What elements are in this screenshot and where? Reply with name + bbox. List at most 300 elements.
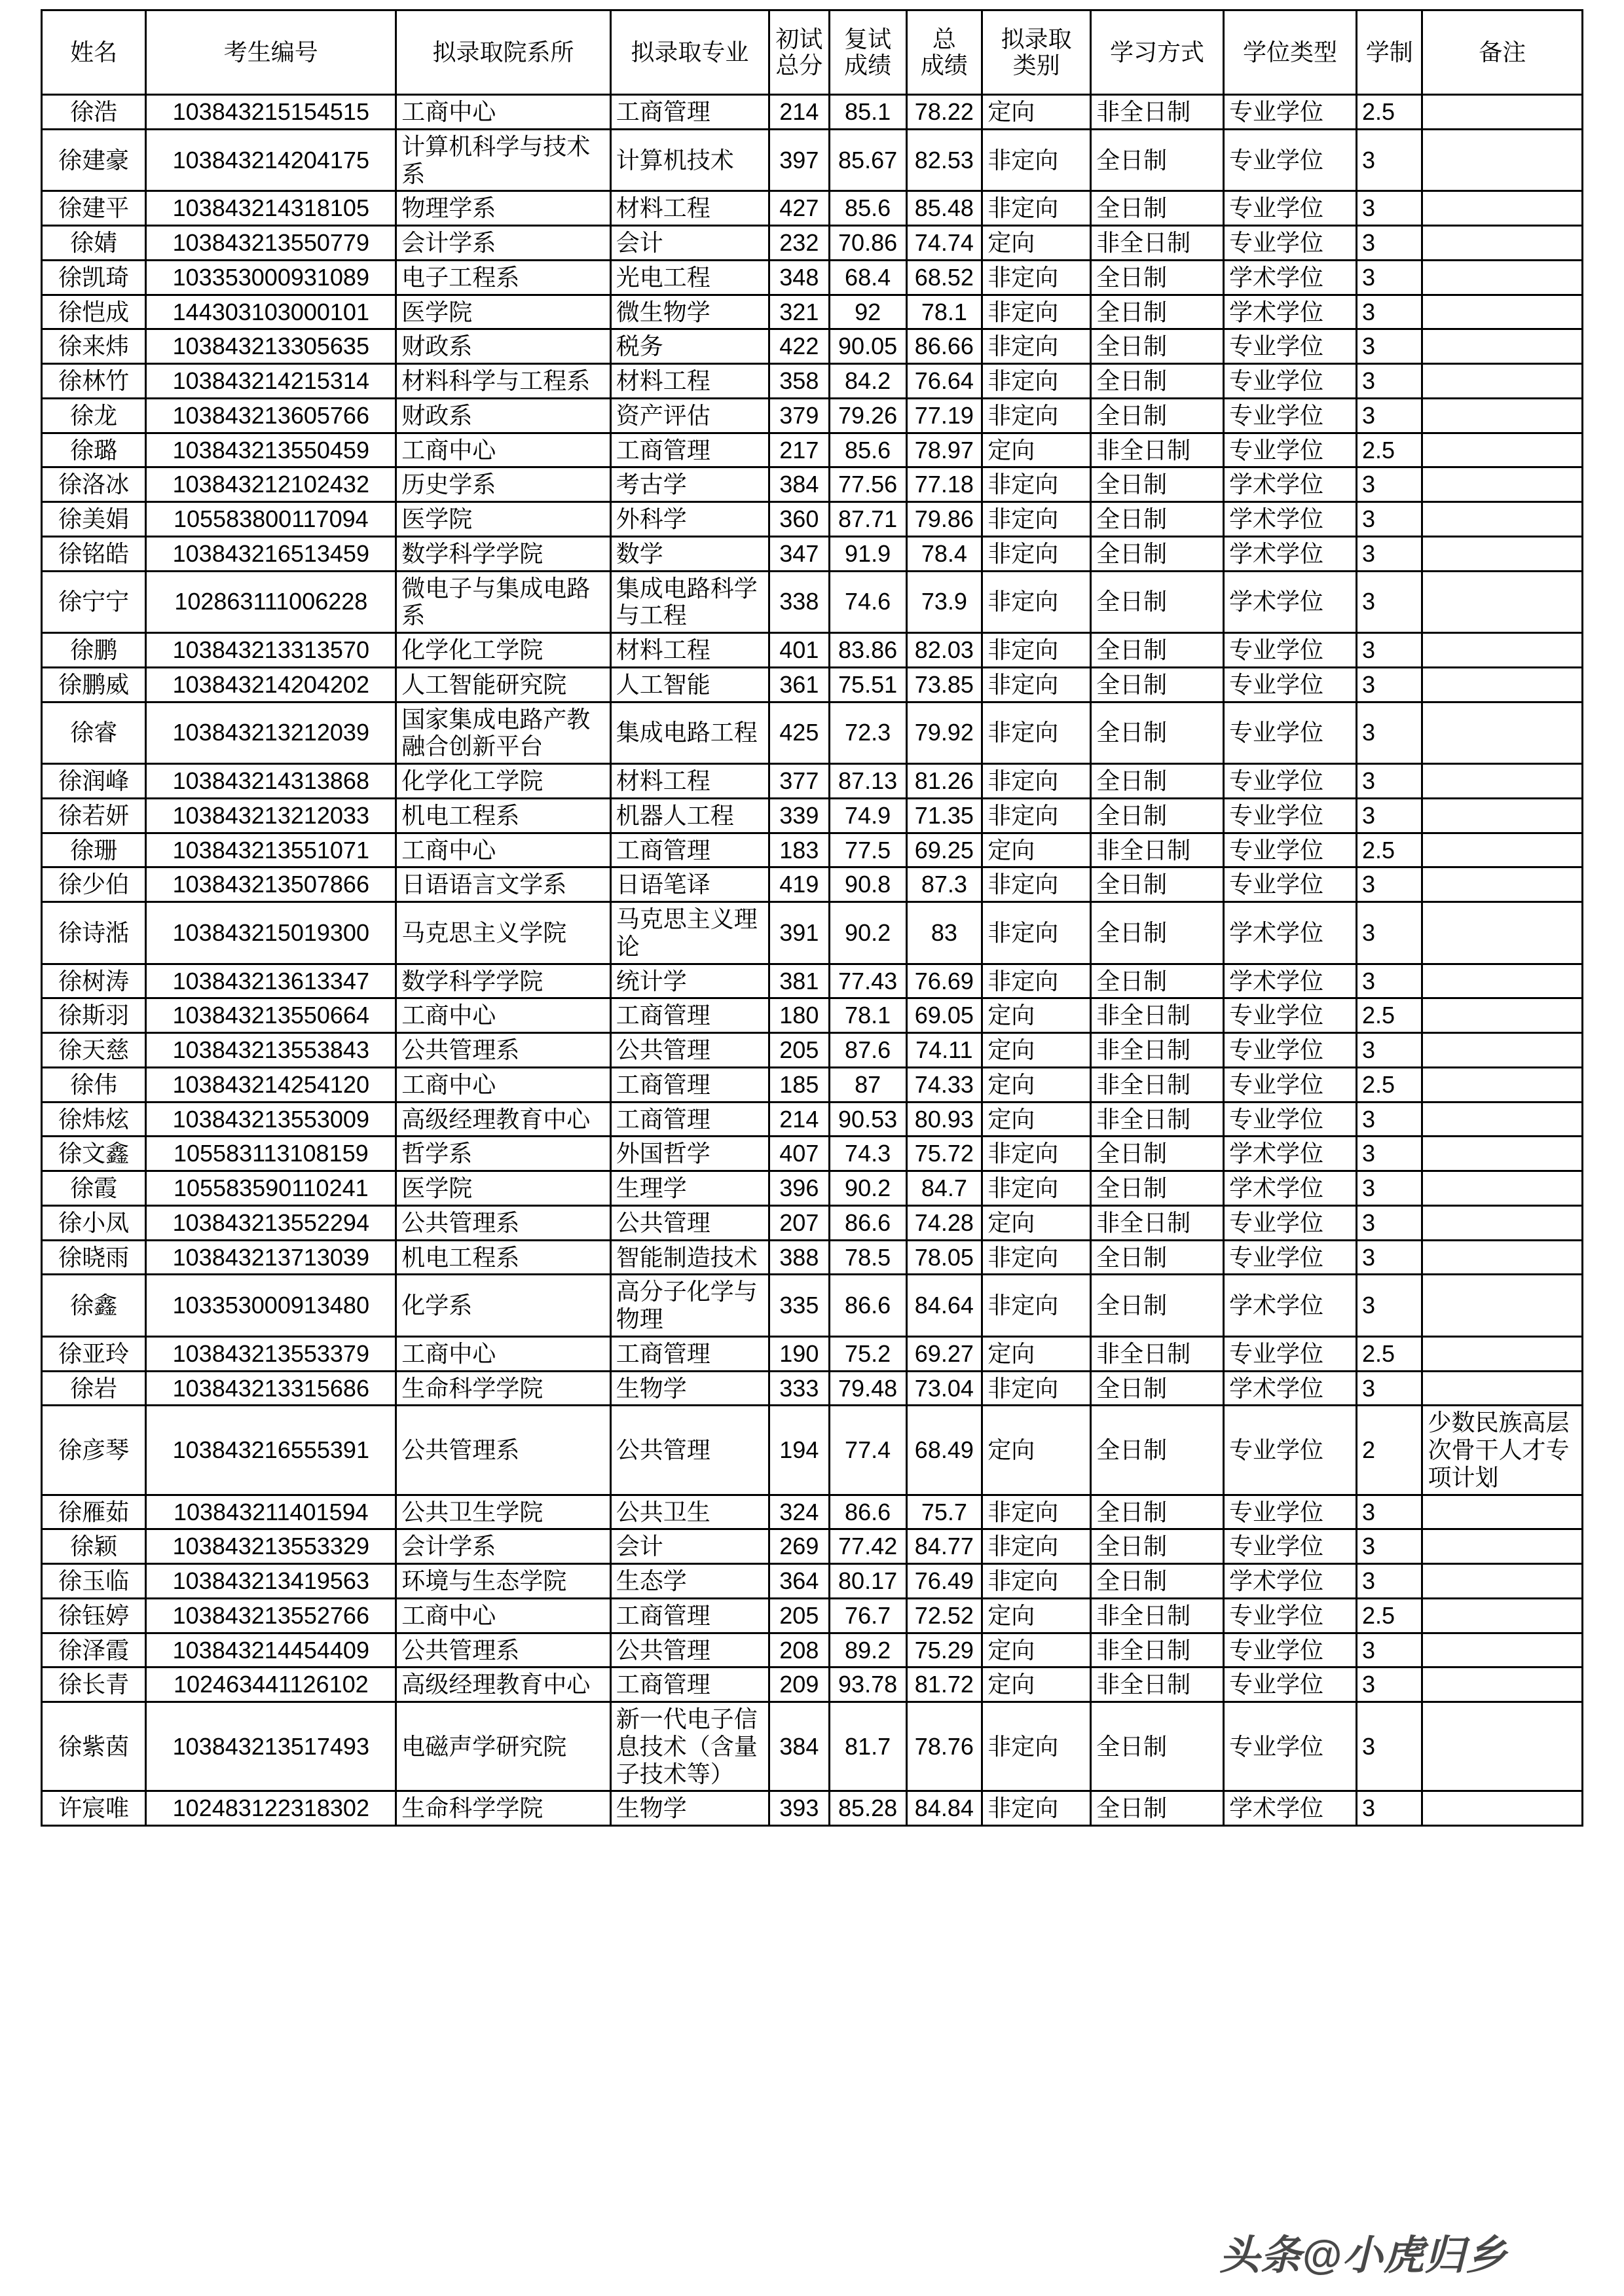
cell-department: 材料科学与工程系 (396, 364, 610, 399)
cell-name: 徐小凤 (42, 1205, 146, 1240)
cell-preliminary-score: 333 (769, 1371, 829, 1406)
cell-major: 材料工程 (610, 364, 769, 399)
cell-candidate-id: 105583113108159 (146, 1137, 396, 1171)
cell-study-mode: 非全日制 (1091, 1667, 1224, 1702)
cell-candidate-id: 103843213315686 (146, 1371, 396, 1406)
column-header-admission-category (982, 10, 1091, 95)
cell-major: 人工智能 (610, 667, 769, 702)
cell-total-score: 87.3 (906, 867, 982, 902)
cell-department: 人工智能研究院 (396, 667, 610, 702)
cell-department: 物理学系 (396, 191, 610, 226)
cell-preliminary-score: 397 (769, 129, 829, 191)
cell-total-score: 79.86 (906, 502, 982, 537)
cell-department: 日语语言文学系 (396, 867, 610, 902)
cell-total-score: 78.76 (906, 1702, 982, 1791)
cell-name: 徐鹏 (42, 633, 146, 668)
table-row (42, 633, 1583, 668)
cell-major: 公共管理 (610, 1205, 769, 1240)
cell-department: 微电子与集成电路系 (396, 571, 610, 633)
table-row (42, 867, 1583, 902)
cell-total-score: 77.18 (906, 467, 982, 502)
table-row (42, 226, 1583, 261)
cell-retest-score: 87.6 (829, 1033, 906, 1068)
cell-preliminary-score: 401 (769, 633, 829, 668)
cell-duration: 3 (1357, 1171, 1422, 1206)
cell-study-mode: 全日制 (1091, 364, 1224, 399)
cell-admission-category: 非定向 (982, 329, 1091, 364)
cell-duration: 3 (1357, 702, 1422, 764)
cell-retest-score: 90.2 (829, 902, 906, 964)
cell-study-mode: 全日制 (1091, 260, 1224, 295)
cell-total-score: 72.52 (906, 1598, 982, 1633)
cell-total-score: 69.05 (906, 998, 982, 1033)
cell-candidate-id: 103843213507866 (146, 867, 396, 902)
cell-remark (1422, 536, 1583, 571)
cell-degree-type: 专业学位 (1224, 1633, 1357, 1667)
cell-department: 公共管理系 (396, 1205, 610, 1240)
table-row (42, 1033, 1583, 1068)
cell-department: 电子工程系 (396, 260, 610, 295)
cell-remark (1422, 1371, 1583, 1406)
cell-major: 会计 (610, 226, 769, 261)
cell-preliminary-score: 364 (769, 1564, 829, 1599)
cell-major: 智能制造技术 (610, 1240, 769, 1275)
cell-total-score: 76.49 (906, 1564, 982, 1599)
cell-candidate-id: 103843216555391 (146, 1406, 396, 1495)
cell-major: 工商管理 (610, 1336, 769, 1371)
cell-remark (1422, 998, 1583, 1033)
cell-name: 徐润峰 (42, 764, 146, 799)
admission-category-line1: 拟录取 (1001, 26, 1072, 53)
cell-admission-category: 定向 (982, 433, 1091, 467)
cell-total-score: 75.29 (906, 1633, 982, 1667)
cell-department: 医学院 (396, 1171, 610, 1206)
cell-name: 徐钰婷 (42, 1598, 146, 1633)
cell-remark (1422, 1240, 1583, 1275)
cell-remark: 少数民族高层次骨干人才专项计划 (1422, 1406, 1583, 1495)
cell-total-score: 75.7 (906, 1495, 982, 1529)
cell-remark (1422, 1171, 1583, 1206)
cell-name: 徐鑫 (42, 1275, 146, 1337)
cell-study-mode: 全日制 (1091, 798, 1224, 833)
cell-study-mode: 全日制 (1091, 633, 1224, 668)
cell-admission-category: 定向 (982, 1067, 1091, 1102)
cell-remark (1422, 1033, 1583, 1068)
cell-candidate-id: 102463441126102 (146, 1667, 396, 1702)
table-row (42, 1406, 1583, 1495)
cell-major: 生理学 (610, 1171, 769, 1206)
cell-remark (1422, 902, 1583, 964)
cell-major: 公共管理 (610, 1633, 769, 1667)
cell-duration: 3 (1357, 964, 1422, 998)
cell-admission-category: 非定向 (982, 536, 1091, 571)
column-header-duration: 学制 (1357, 10, 1422, 95)
cell-candidate-id: 103843213419563 (146, 1564, 396, 1599)
cell-total-score: 82.53 (906, 129, 982, 191)
cell-retest-score: 68.4 (829, 260, 906, 295)
cell-department: 工商中心 (396, 433, 610, 467)
cell-remark (1422, 260, 1583, 295)
cell-retest-score: 85.1 (829, 95, 906, 130)
cell-department: 化学系 (396, 1275, 610, 1337)
cell-duration: 3 (1357, 1371, 1422, 1406)
table-row (42, 798, 1583, 833)
cell-preliminary-score: 338 (769, 571, 829, 633)
cell-name: 徐炜炫 (42, 1102, 146, 1137)
cell-study-mode: 非全日制 (1091, 95, 1224, 130)
cell-degree-type: 专业学位 (1224, 1702, 1357, 1791)
cell-name: 徐龙 (42, 398, 146, 433)
cell-duration: 3 (1357, 1529, 1422, 1564)
cell-study-mode: 非全日制 (1091, 1633, 1224, 1667)
cell-duration: 3 (1357, 1137, 1422, 1171)
cell-department: 马克思主义学院 (396, 902, 610, 964)
cell-candidate-id: 144303103000101 (146, 295, 396, 329)
cell-name: 徐建豪 (42, 129, 146, 191)
cell-preliminary-score: 347 (769, 536, 829, 571)
cell-major: 工商管理 (610, 833, 769, 867)
cell-department: 化学化工学院 (396, 633, 610, 668)
cell-retest-score: 79.26 (829, 398, 906, 433)
cell-major: 光电工程 (610, 260, 769, 295)
cell-remark (1422, 667, 1583, 702)
cell-total-score: 85.48 (906, 191, 982, 226)
cell-major: 资产评估 (610, 398, 769, 433)
cell-retest-score: 74.3 (829, 1137, 906, 1171)
cell-name: 徐铭皓 (42, 536, 146, 571)
cell-department: 高级经理教育中心 (396, 1667, 610, 1702)
cell-preliminary-score: 207 (769, 1205, 829, 1240)
cell-major: 马克思主义理论 (610, 902, 769, 964)
preliminary-score-line2: 总分 (775, 52, 823, 79)
cell-study-mode: 全日制 (1091, 764, 1224, 799)
cell-duration: 3 (1357, 902, 1422, 964)
cell-department: 会计学系 (396, 1529, 610, 1564)
table-row (42, 433, 1583, 467)
cell-candidate-id: 103843213550459 (146, 433, 396, 467)
table-row (42, 1791, 1583, 1826)
cell-retest-score: 86.6 (829, 1275, 906, 1337)
total-score-line1: 总 (932, 26, 956, 53)
cell-candidate-id: 103843213552766 (146, 1598, 396, 1633)
cell-duration: 3 (1357, 364, 1422, 399)
cell-admission-category: 非定向 (982, 902, 1091, 964)
cell-total-score: 80.93 (906, 1102, 982, 1137)
cell-total-score: 74.33 (906, 1067, 982, 1102)
cell-degree-type: 学术学位 (1224, 536, 1357, 571)
cell-retest-score: 74.6 (829, 571, 906, 633)
cell-total-score: 76.64 (906, 364, 982, 399)
cell-candidate-id: 105583590110241 (146, 1171, 396, 1206)
cell-study-mode: 非全日制 (1091, 433, 1224, 467)
cell-total-score: 84.64 (906, 1275, 982, 1337)
cell-preliminary-score: 214 (769, 95, 829, 130)
cell-remark (1422, 1336, 1583, 1371)
cell-total-score: 83 (906, 902, 982, 964)
cell-name: 徐岩 (42, 1371, 146, 1406)
cell-remark (1422, 364, 1583, 399)
cell-major: 外国哲学 (610, 1137, 769, 1171)
cell-admission-category: 非定向 (982, 1529, 1091, 1564)
cell-total-score: 78.22 (906, 95, 982, 130)
cell-candidate-id: 103843214215314 (146, 364, 396, 399)
cell-preliminary-score: 190 (769, 1336, 829, 1371)
cell-department: 机电工程系 (396, 798, 610, 833)
cell-retest-score: 87.13 (829, 764, 906, 799)
cell-candidate-id: 103353000913480 (146, 1275, 396, 1337)
total-score-line2: 成绩 (920, 52, 968, 79)
cell-duration: 2 (1357, 1406, 1422, 1495)
cell-preliminary-score: 205 (769, 1033, 829, 1068)
cell-admission-category: 定向 (982, 1598, 1091, 1633)
cell-name: 徐长青 (42, 1667, 146, 1702)
cell-retest-score: 74.9 (829, 798, 906, 833)
cell-preliminary-score: 214 (769, 1102, 829, 1137)
cell-major: 会计 (610, 1529, 769, 1564)
cell-preliminary-score: 321 (769, 295, 829, 329)
cell-remark (1422, 433, 1583, 467)
column-header-major: 拟录取专业 (610, 10, 769, 95)
cell-total-score: 69.25 (906, 833, 982, 867)
cell-retest-score: 77.56 (829, 467, 906, 502)
cell-retest-score: 80.17 (829, 1564, 906, 1599)
cell-remark (1422, 702, 1583, 764)
cell-preliminary-score: 422 (769, 329, 829, 364)
cell-study-mode: 非全日制 (1091, 1033, 1224, 1068)
cell-name: 徐雁茹 (42, 1495, 146, 1529)
table-row (42, 1702, 1583, 1791)
cell-major: 公共管理 (610, 1406, 769, 1495)
cell-admission-category: 非定向 (982, 633, 1091, 668)
cell-major: 公共管理 (610, 1033, 769, 1068)
cell-duration: 3 (1357, 1275, 1422, 1337)
cell-retest-score: 87.71 (829, 502, 906, 537)
cell-department: 工商中心 (396, 998, 610, 1033)
cell-candidate-id: 103843215019300 (146, 902, 396, 964)
cell-name: 徐珊 (42, 833, 146, 867)
cell-study-mode: 全日制 (1091, 329, 1224, 364)
cell-degree-type: 学术学位 (1224, 1171, 1357, 1206)
table-row (42, 1171, 1583, 1206)
cell-retest-score: 90.2 (829, 1171, 906, 1206)
cell-duration: 3 (1357, 536, 1422, 571)
cell-department: 公共卫生学院 (396, 1495, 610, 1529)
cell-degree-type: 学术学位 (1224, 902, 1357, 964)
cell-study-mode: 全日制 (1091, 295, 1224, 329)
cell-degree-type: 学术学位 (1224, 964, 1357, 998)
column-header-remark: 备注 (1422, 10, 1583, 95)
cell-duration: 3 (1357, 1791, 1422, 1826)
cell-study-mode: 非全日制 (1091, 998, 1224, 1033)
cell-remark (1422, 964, 1583, 998)
cell-admission-category: 定向 (982, 998, 1091, 1033)
cell-total-score: 81.72 (906, 1667, 982, 1702)
cell-study-mode: 非全日制 (1091, 1598, 1224, 1633)
cell-major: 新一代电子信息技术（含量子技术等） (610, 1702, 769, 1791)
cell-retest-score: 85.28 (829, 1791, 906, 1826)
cell-duration: 3 (1357, 329, 1422, 364)
cell-duration: 3 (1357, 1633, 1422, 1667)
cell-department: 电磁声学研究院 (396, 1702, 610, 1791)
cell-retest-score: 89.2 (829, 1633, 906, 1667)
cell-candidate-id: 103843215154515 (146, 95, 396, 130)
cell-degree-type: 专业学位 (1224, 95, 1357, 130)
cell-remark (1422, 1633, 1583, 1667)
cell-admission-category: 非定向 (982, 502, 1091, 537)
cell-remark (1422, 95, 1583, 130)
cell-duration: 3 (1357, 764, 1422, 799)
cell-department: 高级经理教育中心 (396, 1102, 610, 1137)
cell-total-score: 84.77 (906, 1529, 982, 1564)
cell-preliminary-score: 425 (769, 702, 829, 764)
cell-major: 材料工程 (610, 191, 769, 226)
cell-retest-score: 75.2 (829, 1336, 906, 1371)
cell-admission-category: 非定向 (982, 1564, 1091, 1599)
table-row (42, 667, 1583, 702)
cell-department: 数学科学学院 (396, 536, 610, 571)
cell-name: 徐宁宁 (42, 571, 146, 633)
cell-retest-score: 85.6 (829, 191, 906, 226)
cell-duration: 2.5 (1357, 1598, 1422, 1633)
cell-retest-score: 90.53 (829, 1102, 906, 1137)
cell-major: 生物学 (610, 1371, 769, 1406)
cell-total-score: 69.27 (906, 1336, 982, 1371)
cell-admission-category: 非定向 (982, 1495, 1091, 1529)
cell-study-mode: 全日制 (1091, 702, 1224, 764)
cell-remark (1422, 1791, 1583, 1826)
cell-remark (1422, 329, 1583, 364)
cell-total-score: 74.74 (906, 226, 982, 261)
cell-major: 微生物学 (610, 295, 769, 329)
table-row (42, 1240, 1583, 1275)
admission-table (41, 9, 1583, 1827)
cell-total-score: 79.92 (906, 702, 982, 764)
cell-preliminary-score: 384 (769, 467, 829, 502)
cell-degree-type: 专业学位 (1224, 1102, 1357, 1137)
cell-admission-category: 定向 (982, 95, 1091, 130)
cell-duration: 3 (1357, 633, 1422, 668)
cell-study-mode: 非全日制 (1091, 833, 1224, 867)
cell-total-score: 77.19 (906, 398, 982, 433)
cell-admission-category: 非定向 (982, 1702, 1091, 1791)
cell-degree-type: 学术学位 (1224, 1137, 1357, 1171)
cell-preliminary-score: 361 (769, 667, 829, 702)
cell-remark (1422, 398, 1583, 433)
cell-candidate-id: 103843214204175 (146, 129, 396, 191)
table-row (42, 364, 1583, 399)
cell-retest-score: 77.4 (829, 1406, 906, 1495)
cell-duration: 2.5 (1357, 1336, 1422, 1371)
table-row (42, 467, 1583, 502)
cell-name: 徐浩 (42, 95, 146, 130)
cell-study-mode: 全日制 (1091, 1495, 1224, 1529)
cell-candidate-id: 103843213551071 (146, 833, 396, 867)
cell-total-score: 75.72 (906, 1137, 982, 1171)
cell-name: 徐伟 (42, 1067, 146, 1102)
cell-candidate-id: 103843213550779 (146, 226, 396, 261)
cell-duration: 3 (1357, 502, 1422, 537)
admission-category-line2: 类别 (1012, 52, 1060, 79)
cell-study-mode: 非全日制 (1091, 1102, 1224, 1137)
cell-study-mode: 全日制 (1091, 1137, 1224, 1171)
cell-degree-type: 专业学位 (1224, 702, 1357, 764)
cell-degree-type: 专业学位 (1224, 1667, 1357, 1702)
table-row (42, 1336, 1583, 1371)
cell-admission-category: 定向 (982, 1102, 1091, 1137)
cell-admission-category: 非定向 (982, 667, 1091, 702)
cell-retest-score: 77.5 (829, 833, 906, 867)
cell-total-score: 78.1 (906, 295, 982, 329)
cell-department: 工商中心 (396, 95, 610, 130)
cell-study-mode: 全日制 (1091, 1791, 1224, 1826)
cell-degree-type: 学术学位 (1224, 1371, 1357, 1406)
cell-preliminary-score: 269 (769, 1529, 829, 1564)
column-header-total-score (906, 10, 982, 95)
cell-degree-type: 专业学位 (1224, 867, 1357, 902)
table-row (42, 536, 1583, 571)
cell-study-mode: 全日制 (1091, 1171, 1224, 1206)
cell-study-mode: 非全日制 (1091, 1067, 1224, 1102)
cell-total-score: 76.69 (906, 964, 982, 998)
cell-remark (1422, 295, 1583, 329)
cell-major: 考古学 (610, 467, 769, 502)
cell-duration: 3 (1357, 667, 1422, 702)
cell-remark (1422, 571, 1583, 633)
cell-preliminary-score: 419 (769, 867, 829, 902)
cell-department: 医学院 (396, 502, 610, 537)
cell-degree-type: 专业学位 (1224, 433, 1357, 467)
cell-major: 工商管理 (610, 1102, 769, 1137)
cell-duration: 2.5 (1357, 1067, 1422, 1102)
cell-degree-type: 专业学位 (1224, 191, 1357, 226)
cell-study-mode: 全日制 (1091, 1371, 1224, 1406)
cell-preliminary-score: 180 (769, 998, 829, 1033)
cell-name: 徐斯羽 (42, 998, 146, 1033)
cell-retest-score: 91.9 (829, 536, 906, 571)
cell-total-score: 73.85 (906, 667, 982, 702)
cell-degree-type: 专业学位 (1224, 1067, 1357, 1102)
cell-study-mode: 全日制 (1091, 502, 1224, 537)
cell-candidate-id: 103843211401594 (146, 1495, 396, 1529)
cell-total-score: 81.26 (906, 764, 982, 799)
table-header (42, 10, 1583, 95)
table-row (42, 833, 1583, 867)
cell-major: 日语笔译 (610, 867, 769, 902)
cell-candidate-id: 103843213713039 (146, 1240, 396, 1275)
column-header-degree-type: 学位类型 (1224, 10, 1357, 95)
cell-preliminary-score: 396 (769, 1171, 829, 1206)
cell-admission-category: 定向 (982, 1336, 1091, 1371)
column-header-retest-score (829, 10, 906, 95)
cell-admission-category: 非定向 (982, 1371, 1091, 1406)
cell-duration: 3 (1357, 571, 1422, 633)
cell-study-mode: 全日制 (1091, 1702, 1224, 1791)
cell-admission-category: 非定向 (982, 867, 1091, 902)
cell-retest-score: 72.3 (829, 702, 906, 764)
cell-study-mode: 全日制 (1091, 1275, 1224, 1337)
cell-remark (1422, 1495, 1583, 1529)
cell-major: 工商管理 (610, 1598, 769, 1633)
cell-name: 徐颖 (42, 1529, 146, 1564)
cell-preliminary-score: 217 (769, 433, 829, 467)
table-row (42, 1205, 1583, 1240)
cell-retest-score: 90.05 (829, 329, 906, 364)
cell-department: 公共管理系 (396, 1033, 610, 1068)
cell-department: 财政系 (396, 329, 610, 364)
cell-name: 徐文鑫 (42, 1137, 146, 1171)
table-row (42, 1067, 1583, 1102)
cell-admission-category: 定向 (982, 226, 1091, 261)
